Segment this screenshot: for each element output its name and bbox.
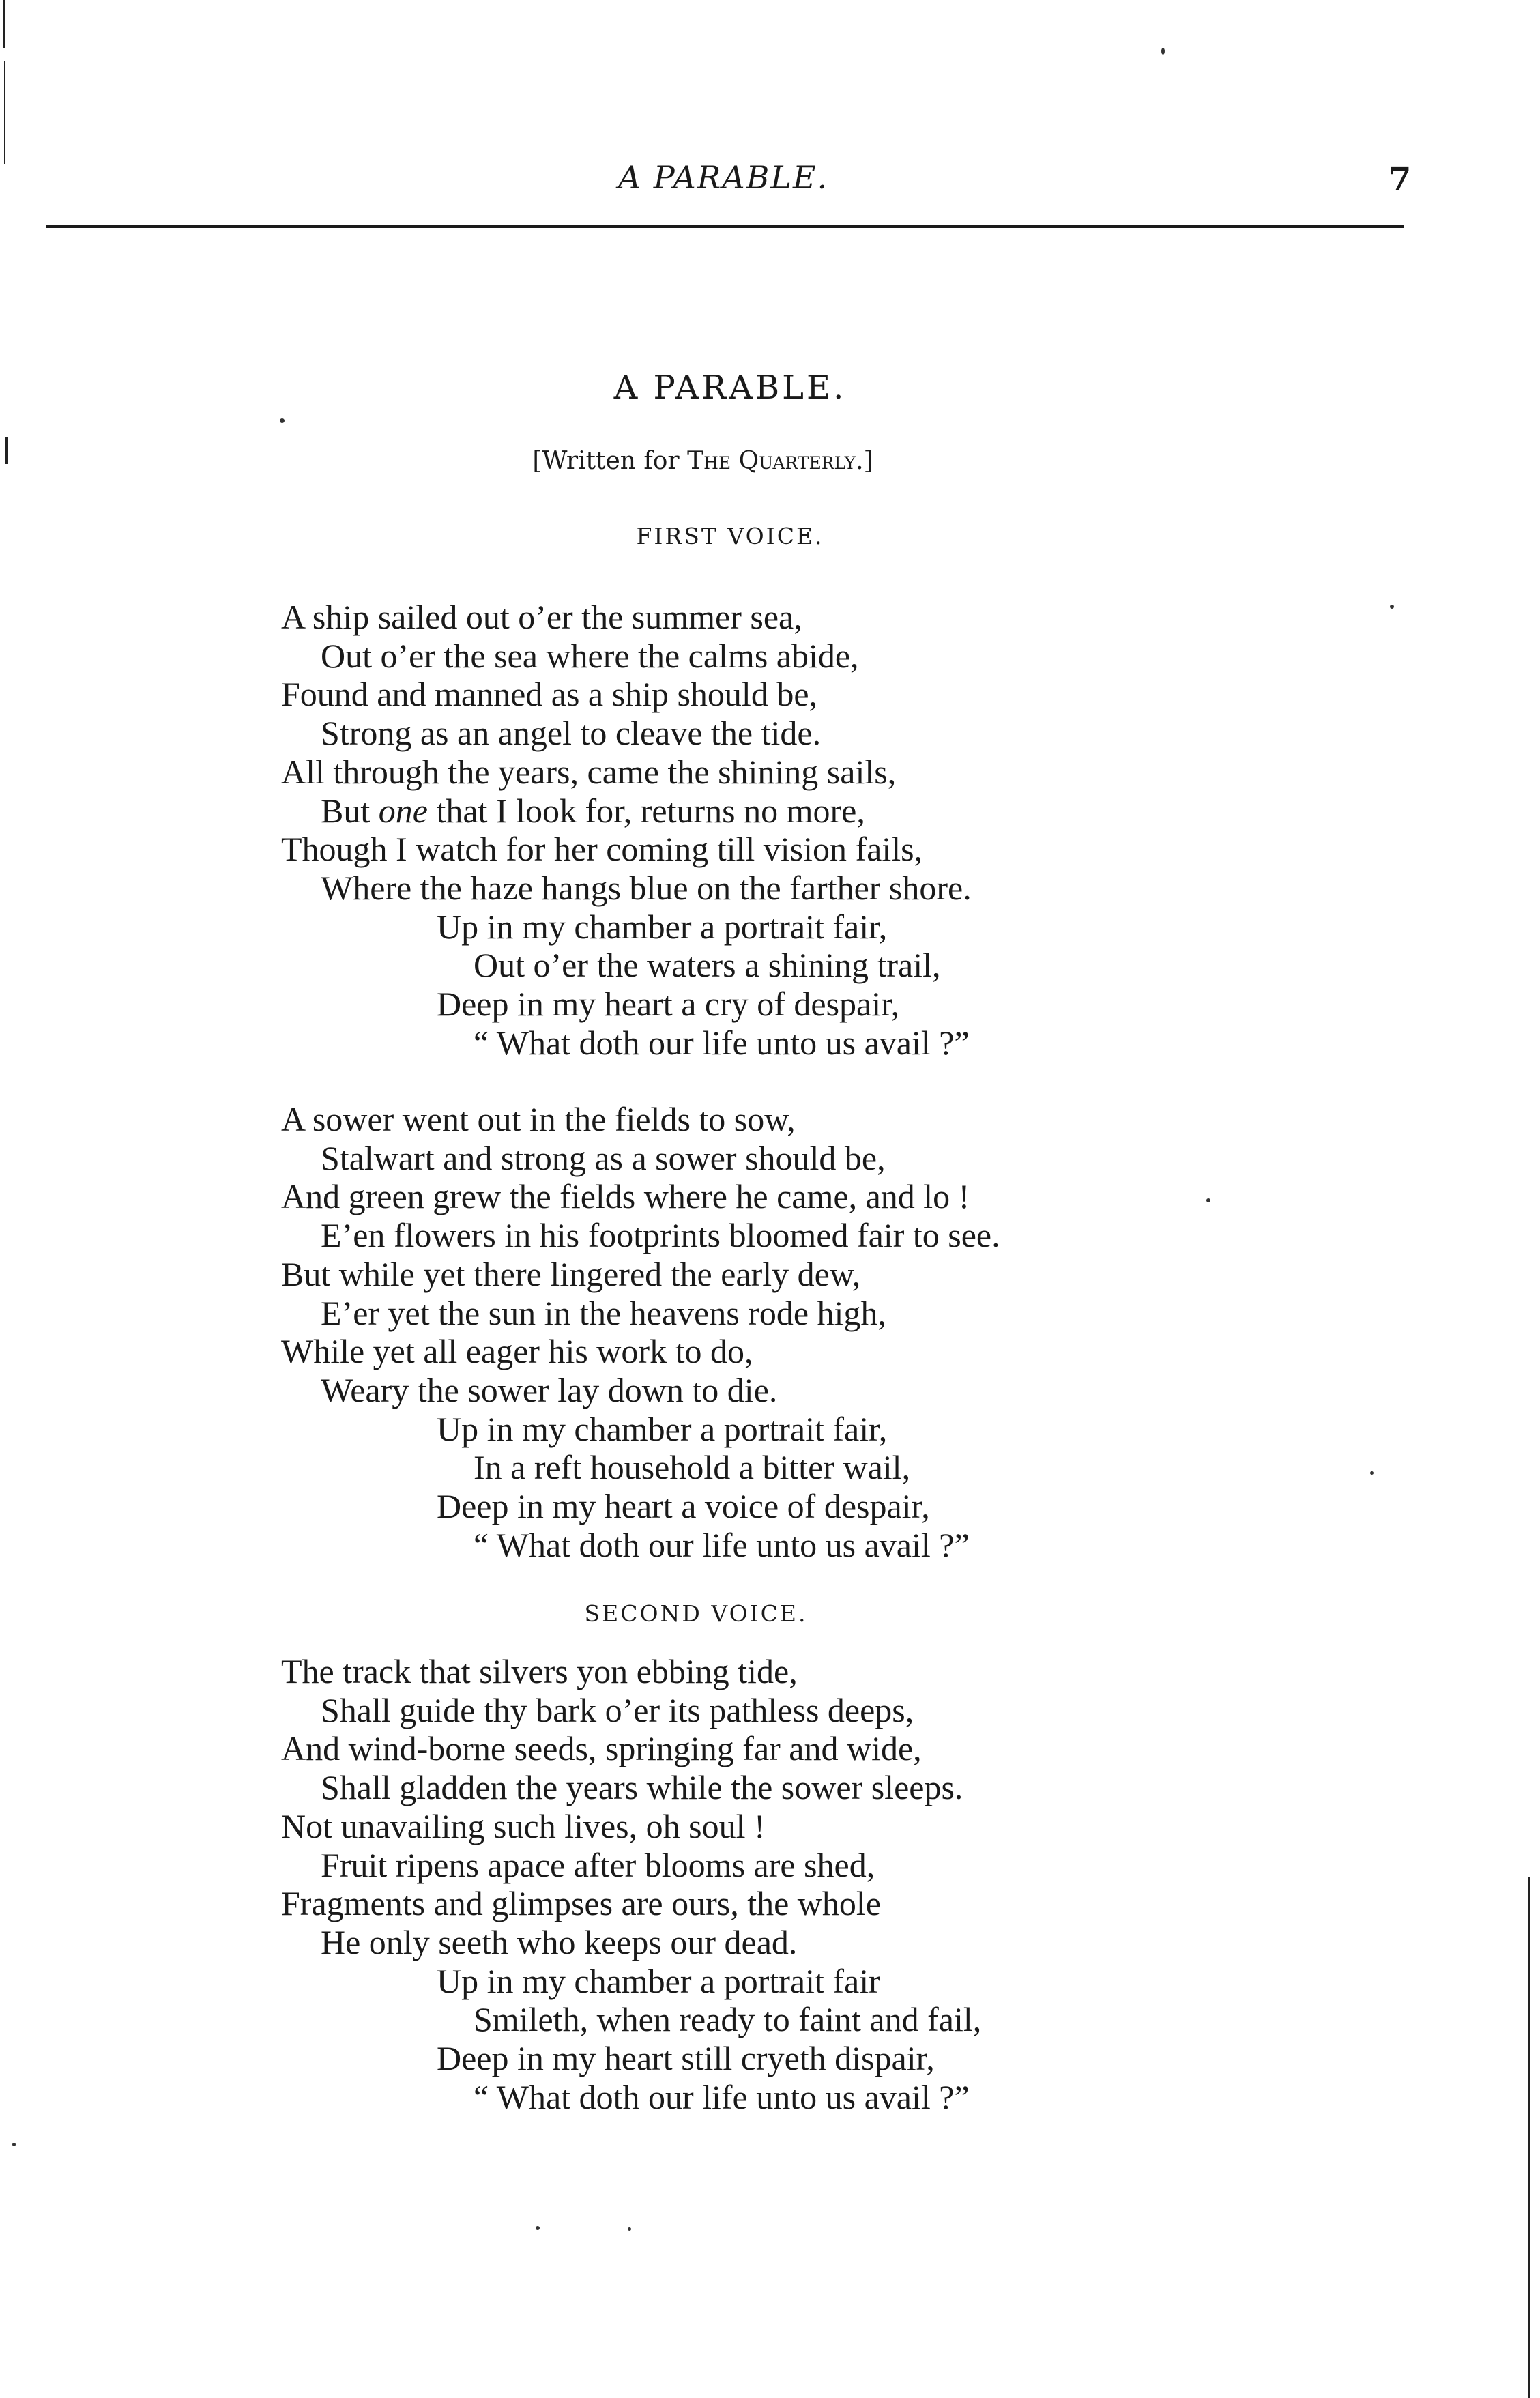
- subtitle-prefix: [Written for: [532, 447, 688, 475]
- right-margin-mark: [1528, 1877, 1530, 2398]
- refrain-line: Up in my chamber a portrait fair: [437, 1961, 880, 2000]
- left-margin-mark: [3, 0, 5, 48]
- poem-line: Though I watch for her coming till vision fails,: [281, 830, 923, 869]
- first-voice-heading: FIRST VOICE.: [636, 523, 824, 549]
- scan-speck: [1161, 48, 1165, 55]
- poem-line: Where the haze hangs blue on the farther shore.: [321, 868, 972, 907]
- stanza-3: [281, 1652, 1441, 2116]
- poem-line: While yet all eager his work to do,: [281, 1332, 753, 1371]
- poem-line: A ship sailed out o’er the summer sea,: [281, 598, 802, 636]
- running-header: [0, 154, 1540, 201]
- poem-line: E’er yet the sun in the heavens rode high,: [321, 1293, 886, 1332]
- refrain-line: “ What doth our life unto us avail ?”: [474, 1525, 970, 1564]
- poem-line: The track that silvers yon ebbing tide,: [281, 1652, 798, 1690]
- poem-line: Shall guide thy bark o’er its pathless deeps,: [321, 1690, 914, 1729]
- poem-line: Out o’er the sea where the calms abide,: [321, 636, 859, 675]
- refrain-line: Up in my chamber a portrait fair,: [437, 1409, 888, 1448]
- poem-title: A PARABLE.: [613, 369, 847, 407]
- refrain-line: Smileth, when ready to faint and fail,: [474, 2000, 982, 2039]
- subtitle-publication: The Quarterly: [687, 447, 856, 475]
- stanza-2: [281, 1100, 1441, 1564]
- emphasis-one: one: [378, 791, 428, 830]
- refrain-line: In a reft household a bitter wail,: [474, 1448, 911, 1487]
- scan-speck: [280, 418, 285, 423]
- poem-line: Fruit ripens apace after blooms are shed,: [321, 1845, 875, 1884]
- poem-line: Not unavailing such lives, oh soul !: [281, 1806, 766, 1845]
- poem-line: But while yet there lingered the early dew,: [281, 1254, 861, 1293]
- scan-speck: [628, 2227, 631, 2231]
- header-rule: [46, 225, 1404, 228]
- poem-line: And wind-borne seeds, springing far and wide,: [281, 1729, 922, 1768]
- poem-line: All through the years, came the shining sails,: [281, 752, 897, 791]
- poem-line: Found and manned as a ship should be,: [281, 675, 818, 714]
- poem-line: Fragments and glimpses are ours, the whole: [281, 1884, 881, 1923]
- scan-speck: [12, 2143, 16, 2146]
- poem-line: Strong as an angel to cleave the tide.: [321, 714, 822, 753]
- subtitle: [0, 447, 1406, 475]
- refrain-line: Out o’er the waters a shining trail,: [474, 946, 941, 985]
- poem-line-start: But: [321, 791, 379, 830]
- refrain-line: “ What doth our life unto us avail ?”: [474, 1023, 970, 1062]
- second-voice-heading: SECOND VOICE.: [584, 1600, 808, 1627]
- running-title: A PARABLE.: [618, 159, 829, 196]
- poem-line: And green grew the fields where he came, and lo !: [281, 1177, 970, 1216]
- refrain-line: Deep in my heart still cryeth dispair,: [437, 2039, 935, 2078]
- poem-line: [281, 792, 1441, 830]
- refrain-line: Up in my chamber a portrait fair,: [437, 907, 888, 946]
- refrain-line: Deep in my heart a cry of despair,: [437, 985, 900, 1024]
- subtitle-suffix: .]: [856, 447, 873, 475]
- poem-line: Weary the sower lay down to die.: [321, 1370, 778, 1409]
- refrain-line: Deep in my heart a voice of despair,: [437, 1487, 930, 1526]
- poem-line: A sower went out in the fields to sow,: [281, 1100, 796, 1138]
- stanza-1: [281, 598, 1441, 1062]
- poem-line-end: that I look for, returns no more,: [427, 791, 865, 830]
- page-number: 7: [1389, 160, 1412, 199]
- poem-line: E’en flowers in his footprints bloomed fair to see.: [321, 1216, 1000, 1255]
- poem-line: Shall gladden the years while the sower sleeps.: [321, 1768, 963, 1807]
- left-margin-mark: [4, 61, 5, 164]
- scan-speck: [536, 2226, 540, 2230]
- refrain-line: “ What doth our life unto us avail ?”: [474, 2077, 970, 2116]
- poem-line: He only seeth who keeps our dead.: [321, 1922, 798, 1961]
- poem-line: Stalwart and strong as a sower should be,: [321, 1138, 886, 1177]
